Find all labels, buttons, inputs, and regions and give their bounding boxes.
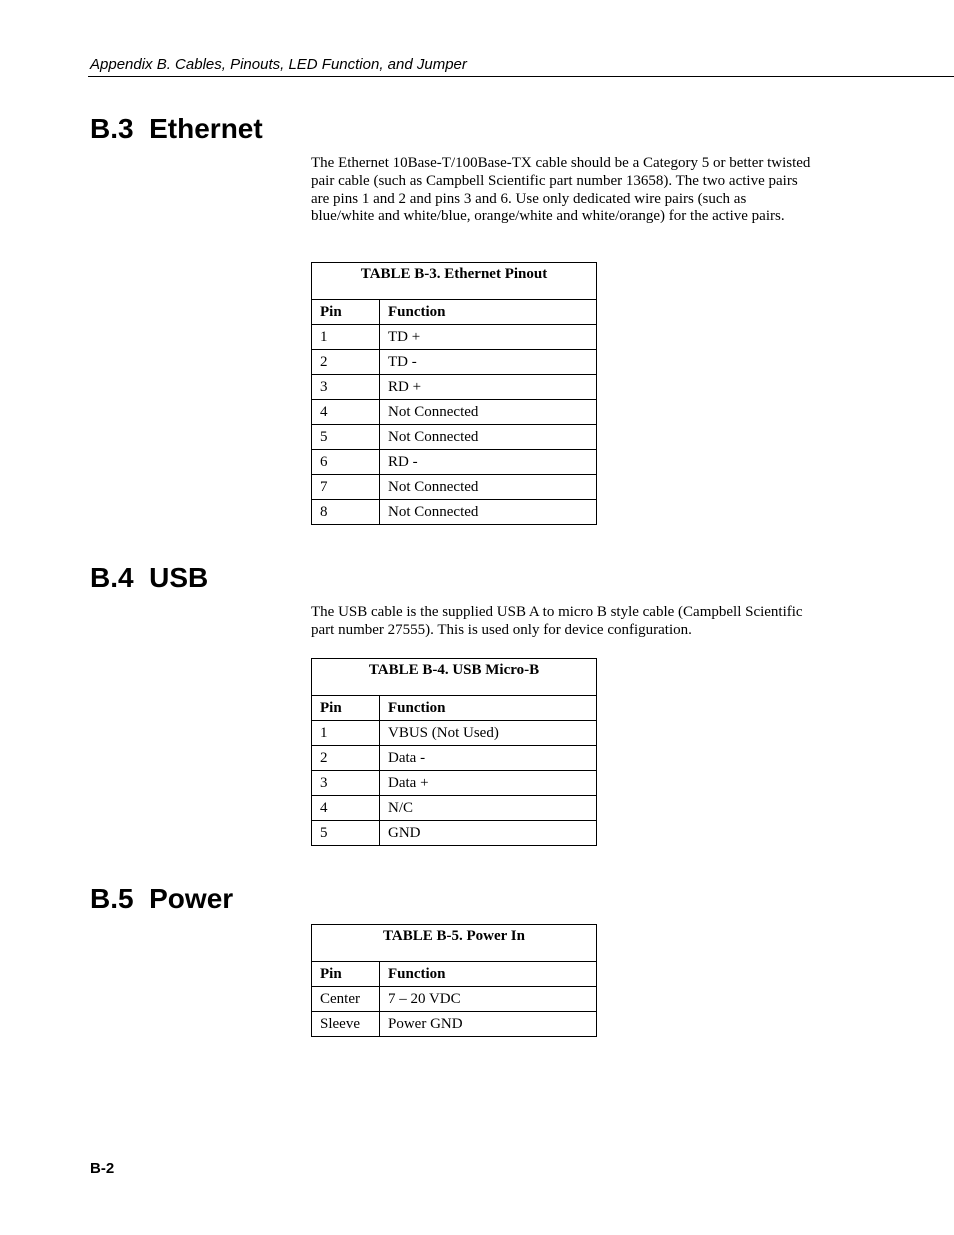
table-row — [312, 987, 597, 1012]
table-caption-row — [312, 925, 597, 962]
pin-cell: 6 — [312, 450, 380, 475]
table-row — [312, 325, 597, 350]
table-row — [312, 771, 597, 796]
pin-cell: 1 — [312, 325, 380, 350]
pin-cell: 2 — [312, 350, 380, 375]
header-rule — [88, 76, 954, 77]
function-cell: Not Connected — [380, 400, 597, 425]
column-header-pin: Pin — [312, 962, 380, 987]
table-row — [312, 425, 597, 450]
table-caption — [312, 659, 597, 696]
pin-cell: 2 — [312, 746, 380, 771]
function-cell: Data - — [380, 746, 597, 771]
function-cell: 7 – 20 VDC — [380, 987, 597, 1012]
function-cell: Power GND — [380, 1012, 597, 1037]
function-cell: GND — [380, 821, 597, 846]
function-cell: RD - — [380, 450, 597, 475]
ethernet-paragraph: The Ethernet 10Base-T/100Base-TX cable should be a Category 5 or better twisted pair cable (such as Campbell Scientific part number 13658). The two active pairs are pins 1 and 2 and pins 3 and 6. Use only dedicated wire pairs (such as blue/white and white/blue, orange/white and white/orange) for the active pairs. — [311, 155, 811, 225]
table-caption-row — [312, 659, 597, 696]
table-caption-row — [312, 263, 597, 300]
pin-cell: Center — [312, 987, 380, 1012]
table-header-row — [312, 962, 597, 987]
function-cell: TD - — [380, 350, 597, 375]
page-number: B-2 — [90, 1160, 115, 1177]
function-cell: Not Connected — [380, 425, 597, 450]
table-row — [312, 746, 597, 771]
pin-cell: 7 — [312, 475, 380, 500]
ethernet-pinout-table — [311, 262, 597, 525]
table-row — [312, 400, 597, 425]
table-row — [312, 475, 597, 500]
pin-cell: 3 — [312, 771, 380, 796]
function-cell: RD + — [380, 375, 597, 400]
table-row — [312, 721, 597, 746]
usb-pinout-table — [311, 658, 597, 846]
table-row — [312, 450, 597, 475]
table-row — [312, 375, 597, 400]
pin-cell: 4 — [312, 400, 380, 425]
pin-cell: 4 — [312, 796, 380, 821]
table-caption — [312, 925, 597, 962]
section-heading-usb: B.4 USB — [90, 562, 209, 593]
function-cell: Data + — [380, 771, 597, 796]
table-row — [312, 500, 597, 525]
table-row — [312, 796, 597, 821]
function-cell: VBUS (Not Used) — [380, 721, 597, 746]
table-caption — [312, 263, 597, 300]
pin-cell: 1 — [312, 721, 380, 746]
function-cell: TD + — [380, 325, 597, 350]
table-header-row — [312, 696, 597, 721]
table-caption-text: TABLE B-4. USB Micro-B — [368, 662, 540, 678]
usb-paragraph: The USB cable is the supplied USB A to micro B style cable (Campbell Scientific part number 27555). This is used only for device configuration. — [311, 604, 803, 638]
column-header-function: Function — [380, 962, 597, 987]
function-cell: N/C — [380, 796, 597, 821]
function-cell: Not Connected — [380, 500, 597, 525]
table-header-row — [312, 300, 597, 325]
column-header-function: Function — [380, 696, 597, 721]
pin-cell: Sleeve — [312, 1012, 380, 1037]
section-heading-ethernet: B.3 Ethernet — [90, 113, 263, 144]
running-header: Appendix B. Cables, Pinouts, LED Function, and Jumper — [90, 56, 467, 73]
pin-cell: 3 — [312, 375, 380, 400]
table-row — [312, 821, 597, 846]
table-row — [312, 1012, 597, 1037]
table-caption-text: TABLE B-5. Power In — [383, 928, 525, 944]
section-heading-power: B.5 Power — [90, 883, 234, 914]
table-caption-text: TABLE B-3. Ethernet Pinout — [360, 266, 548, 282]
function-cell: Not Connected — [380, 475, 597, 500]
power-pinout-table — [311, 924, 597, 1037]
column-header-pin: Pin — [312, 300, 380, 325]
pin-cell: 5 — [312, 821, 380, 846]
column-header-function: Function — [380, 300, 597, 325]
pin-cell: 8 — [312, 500, 380, 525]
pin-cell: 5 — [312, 425, 380, 450]
column-header-pin: Pin — [312, 696, 380, 721]
table-row — [312, 350, 597, 375]
